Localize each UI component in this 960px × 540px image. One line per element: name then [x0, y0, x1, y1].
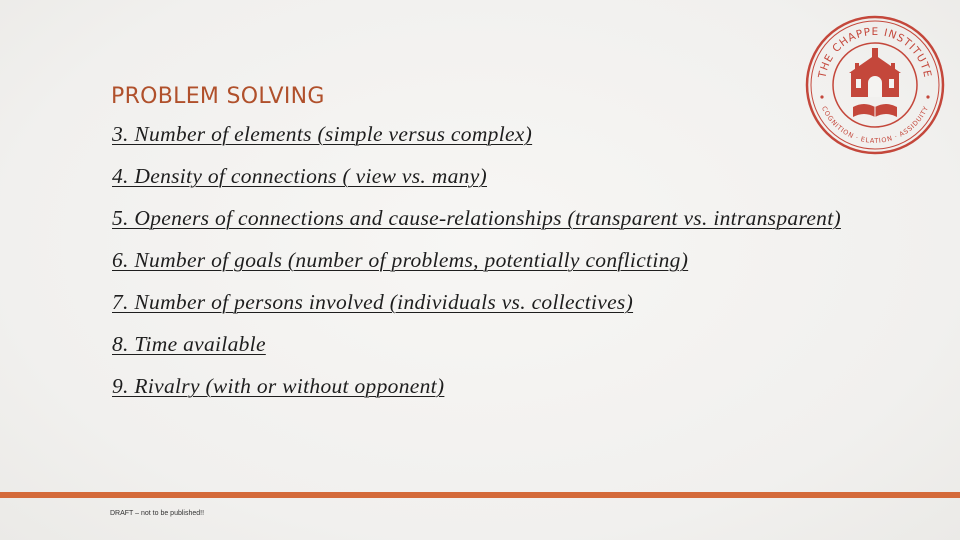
footer-note: DRAFT – not to be published!!	[110, 510, 205, 517]
footer-divider	[0, 492, 960, 498]
list-item: 7. Number of persons involved (individuals vs. collectives)	[112, 290, 634, 314]
list-item: 5. Openers of connections and cause-relationships (transparent vs. intransparent)	[112, 206, 841, 230]
bullet-list	[112, 124, 872, 418]
building-icon	[849, 48, 901, 97]
list-item: 8. Time available	[112, 332, 266, 356]
list-item: 6. Number of goals (number of problems, potentially conflicting)	[112, 248, 689, 272]
open-book-icon	[853, 104, 897, 117]
slide-title: PROBLEM SOLVING	[111, 84, 325, 109]
list-item: 9. Rivalry (with or without opponent)	[112, 374, 445, 398]
list-item: 3. Number of elements (simple versus complex)	[112, 122, 533, 146]
logo-bottom-text: COGNITION · ELATION · ASSIDUITY	[819, 104, 931, 145]
list-item: 4. Density of connections ( view vs. many)	[112, 164, 488, 188]
logo-top-text: THE CHAPPE INSTITUTE	[816, 25, 934, 80]
